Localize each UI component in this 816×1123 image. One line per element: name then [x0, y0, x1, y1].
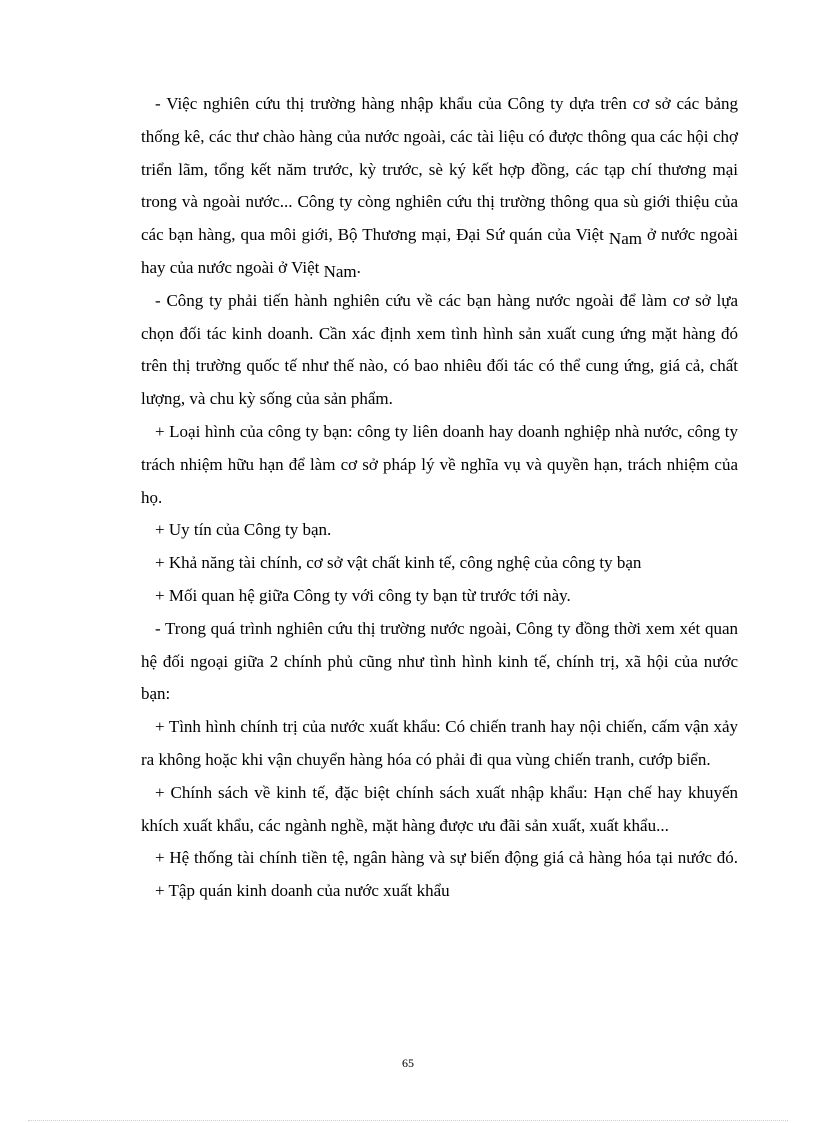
subscript-nam-2: Nam [323, 261, 357, 281]
paragraph-8: + Tình hình chính trị của nước xuất khẩu: Có chiến tranh hay nội chiến, cấm vận xảy ra không hoặc khi vận chuyển hàng hóa có phải đi qua vùng chiến tranh, cướp biển. [141, 717, 738, 769]
paragraph-9: + Chính sách về kinh tế, đặc biệt chính sách xuất nhập khẩu: Hạn chế hay khuyến khích xuất khẩu, các ngành nghề, mặt hàng được ưu đãi sản xuất, xuất khẩu... [141, 782, 738, 835]
page-bottom-border [28, 1120, 788, 1121]
paragraph-7: - Trong quá trình nghiên cứu thị trường nước ngoài, Công ty đồng thời xem xét quan hệ đối ngoại giữa 2 chính phủ cũng như tình hình kinh tế, chính trị, xã hội của nước bạn: [141, 618, 738, 704]
body-text [141, 88, 738, 908]
paragraph-2: - Công ty phải tiến hành nghiên cứu về các bạn hàng nước ngoài để làm cơ sở lựa chọn đối tác kinh doanh. Cần xác định xem tình hình sản xuất cung ứng mặt hàng đó trên thị trường quốc tế như thế nào, có bao nhiêu đối tác có thể cung ứng, giá cả, chất lượng, và chu kỳ sống của sản phẩm. [141, 290, 738, 409]
paragraph-1-text-2: ở nước ngoài hay của nước ngoài ở Việt [141, 225, 738, 277]
paragraph-10: + Hệ thống tài chính tiền tệ, ngân hàng và sự biến động giá cả hàng hóa tại nước đó. [155, 848, 738, 868]
paragraph-1-text: - Việc nghiên cứu thị trường hàng nhập khẩu của Công ty dựa trên cơ sở các bảng thống kê, các thư chào hàng của nước ngoài, các tài liệu có được thông qua các hội chợ triển lãm, tổng kết năm trước, kỳ trước, sè ký kết hợp đồng, các tạp chí thương mại trong và ngoài nước... Công ty còng nghiên cứu thị trường thông qua sù giới thiệu của các bạn hàng, qua môi giới, Bộ Thương mại, Đại Sứ quán của Việt [141, 94, 738, 245]
paragraph-1-end: . [356, 257, 361, 277]
paragraph-11: + Tập quán kinh doanh của nước xuất khẩu [155, 881, 450, 901]
subscript-nam-1: Nam [608, 229, 642, 249]
paragraph-3: + Loại hình của công ty bạn: công ty liên doanh hay doanh nghiệp nhà nước, công ty trách nhiệm hữu hạn để làm cơ sở pháp lý về nghĩa vụ và quyền hạn, trách nhiệm của họ. [141, 421, 738, 507]
paragraph-4: + Uy tín của Công ty bạn. [155, 520, 332, 540]
paragraph-1 [141, 88, 738, 285]
paragraph-5: + Khả năng tài chính, cơ sở vật chất kinh tế, công nghệ của công ty bạn [155, 553, 642, 573]
paragraph-6: + Mối quan hệ giữa Công ty với công ty bạn từ trước tới này. [155, 585, 571, 605]
page-number: 65 [402, 1056, 414, 1070]
